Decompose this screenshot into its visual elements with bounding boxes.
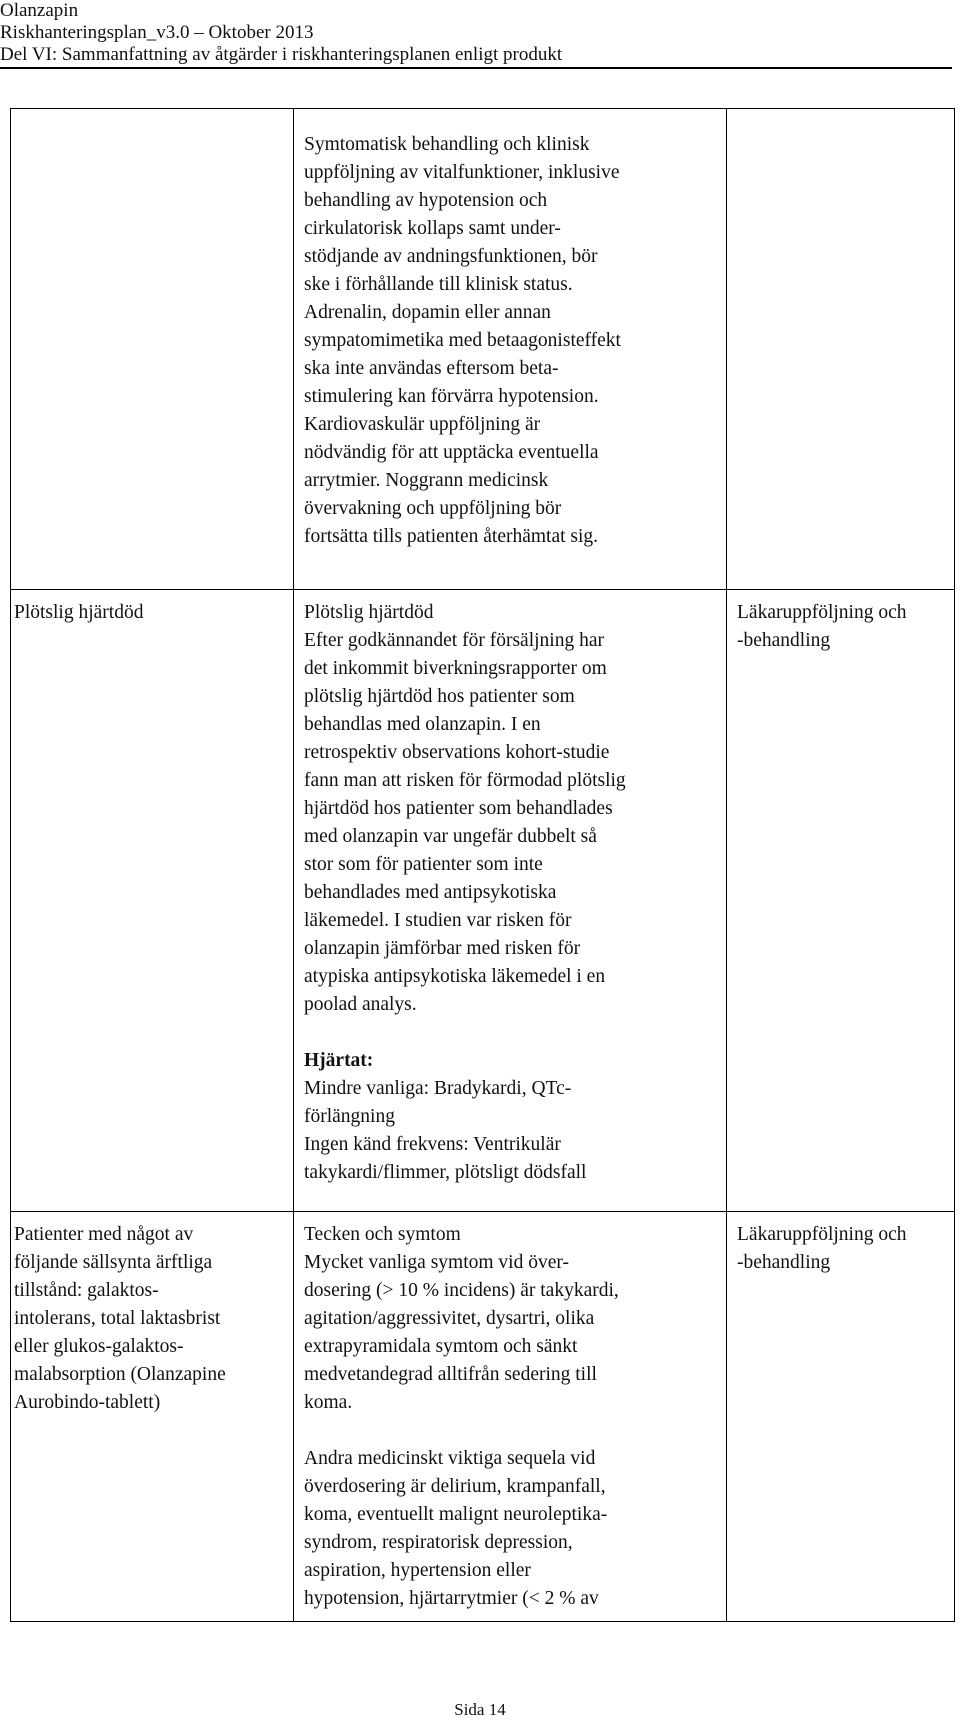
text-line: behandlades med antipsykotiska <box>304 882 557 903</box>
text-line: ske i förhållande till klinisk status. <box>304 274 573 295</box>
text-line: med olanzapin var ungefär dubbelt så <box>304 826 597 847</box>
text-line: överdosering är delirium, krampanfall, <box>304 1476 606 1497</box>
action-line: -behandling <box>737 630 831 651</box>
text-line: Adrenalin, dopamin eller annan <box>304 302 551 323</box>
text-line: Symtomatisk behandling och klinisk <box>304 134 590 155</box>
risk-table <box>10 108 955 1622</box>
text-line: retrospektiv observations kohort-studie <box>304 742 610 763</box>
text-line: plötslig hjärtdöd hos patienter som <box>304 686 575 707</box>
text-line: uppföljning av vitalfunktioner, inklusive <box>304 162 620 183</box>
text-line: takykardi/flimmer, plötsligt dödsfall <box>304 1162 587 1183</box>
text-line: olanzapin jämförbar med risken för <box>304 938 581 959</box>
text-line: Kardiovaskulär uppföljning är <box>304 414 541 435</box>
text-line: koma. <box>304 1392 353 1413</box>
header-version: Riskhanteringsplan_v3.0 – Oktober 2013 <box>0 22 314 43</box>
text-line: behandling av hypotension och <box>304 190 548 211</box>
risk-line: Aurobindo-tablett) <box>14 1392 161 1413</box>
table-row-1-info <box>304 599 626 1187</box>
table-row-0-info <box>304 131 621 551</box>
row-divider-2 <box>11 1211 954 1212</box>
paragraph-gap <box>304 1019 626 1047</box>
text-line: fortsätta tills patienten återhämtat sig. <box>304 526 599 547</box>
header-product: Olanzapin <box>0 0 79 21</box>
risk-line: tillstånd: galaktos- <box>14 1280 159 1301</box>
text-line: ska inte användas eftersom beta- <box>304 358 559 379</box>
table-row-2-action <box>737 1221 907 1277</box>
text-line: atypiska antipsykotiska läkemedel i en <box>304 966 606 987</box>
action-line: Läkaruppföljning och <box>737 602 907 623</box>
text-line: Mycket vanliga symtom vid över- <box>304 1252 569 1273</box>
text-line: Efter godkännandet för försäljning har <box>304 630 604 651</box>
risk-line: intolerans, total laktasbrist <box>14 1308 221 1329</box>
text-line: stor som för patienter som inte <box>304 854 543 875</box>
text-line: syndrom, respiratorisk depression, <box>304 1532 573 1553</box>
action-line: -behandling <box>737 1252 831 1273</box>
risk-line: Patienter med något av <box>14 1224 194 1245</box>
table-row-1-action <box>737 599 907 655</box>
column-divider-1 <box>293 109 294 1621</box>
text-line: sympatomimetika med betaagonisteffekt <box>304 330 621 351</box>
text-line: cirkulatorisk kollaps samt under- <box>304 218 561 239</box>
table-row-1-risk <box>14 599 143 627</box>
text-line: nödvändig för att upptäcka eventuella <box>304 442 599 463</box>
section-heading: Hjärtat: <box>304 1050 374 1071</box>
action-line: Läkaruppföljning och <box>737 1224 907 1245</box>
risk-line: följande sällsynta ärftliga <box>14 1252 213 1273</box>
text-line: Tecken och symtom <box>304 1224 461 1245</box>
table-row-2-risk <box>14 1221 226 1417</box>
text-line: arrytmier. Noggrann medicinsk <box>304 470 549 491</box>
column-divider-2 <box>726 109 727 1621</box>
page-number: Sida 14 <box>454 1700 506 1719</box>
text-line: agitation/aggressivitet, dysartri, olika <box>304 1308 595 1329</box>
text-line: behandlas med olanzapin. I en <box>304 714 541 735</box>
document-header <box>0 0 952 69</box>
risk-line: malabsorption (Olanzapine <box>14 1364 226 1385</box>
text-line: övervakning och uppföljning bör <box>304 498 562 519</box>
text-line: förlängning <box>304 1106 395 1127</box>
risk-line: eller glukos-galaktos- <box>14 1336 184 1357</box>
text-line: hjärtdöd hos patienter som behandlades <box>304 798 613 819</box>
text-line: Ingen känd frekvens: Ventrikulär <box>304 1134 561 1155</box>
text-line: Plötslig hjärtdöd <box>304 602 434 623</box>
text-line: medvetandegrad alltifrån sedering till <box>304 1364 597 1385</box>
paragraph-gap <box>304 1417 619 1445</box>
text-line: koma, eventuellt malignt neuroleptika- <box>304 1504 608 1525</box>
text-line: extrapyramidala symtom och sänkt <box>304 1336 578 1357</box>
text-line: läkemedel. I studien var risken för <box>304 910 572 931</box>
table-row-2-info <box>304 1221 619 1613</box>
text-line: hypotension, hjärtarrytmier (< 2 % av <box>304 1588 599 1609</box>
text-line: dosering (> 10 % incidens) är takykardi, <box>304 1280 619 1301</box>
text-line: Andra medicinskt viktiga sequela vid <box>304 1448 596 1469</box>
text-line: stimulering kan förvärra hypotension. <box>304 386 599 407</box>
text-line: det inkommit biverkningsrapporter om <box>304 658 607 679</box>
text-line: fann man att risken för förmodad plötslig <box>304 770 626 791</box>
text-line: poolad analys. <box>304 994 417 1015</box>
header-section: Del VI: Sammanfattning av åtgärder i riskhanteringsplanen enligt produkt <box>0 44 563 65</box>
text-line: aspiration, hypertension eller <box>304 1560 531 1581</box>
text-line: stödjande av andningsfunktionen, bör <box>304 246 598 267</box>
row-divider-1 <box>11 589 954 590</box>
risk-label: Plötslig hjärtdöd <box>14 602 144 623</box>
text-line: Mindre vanliga: Bradykardi, QTc- <box>304 1078 572 1099</box>
